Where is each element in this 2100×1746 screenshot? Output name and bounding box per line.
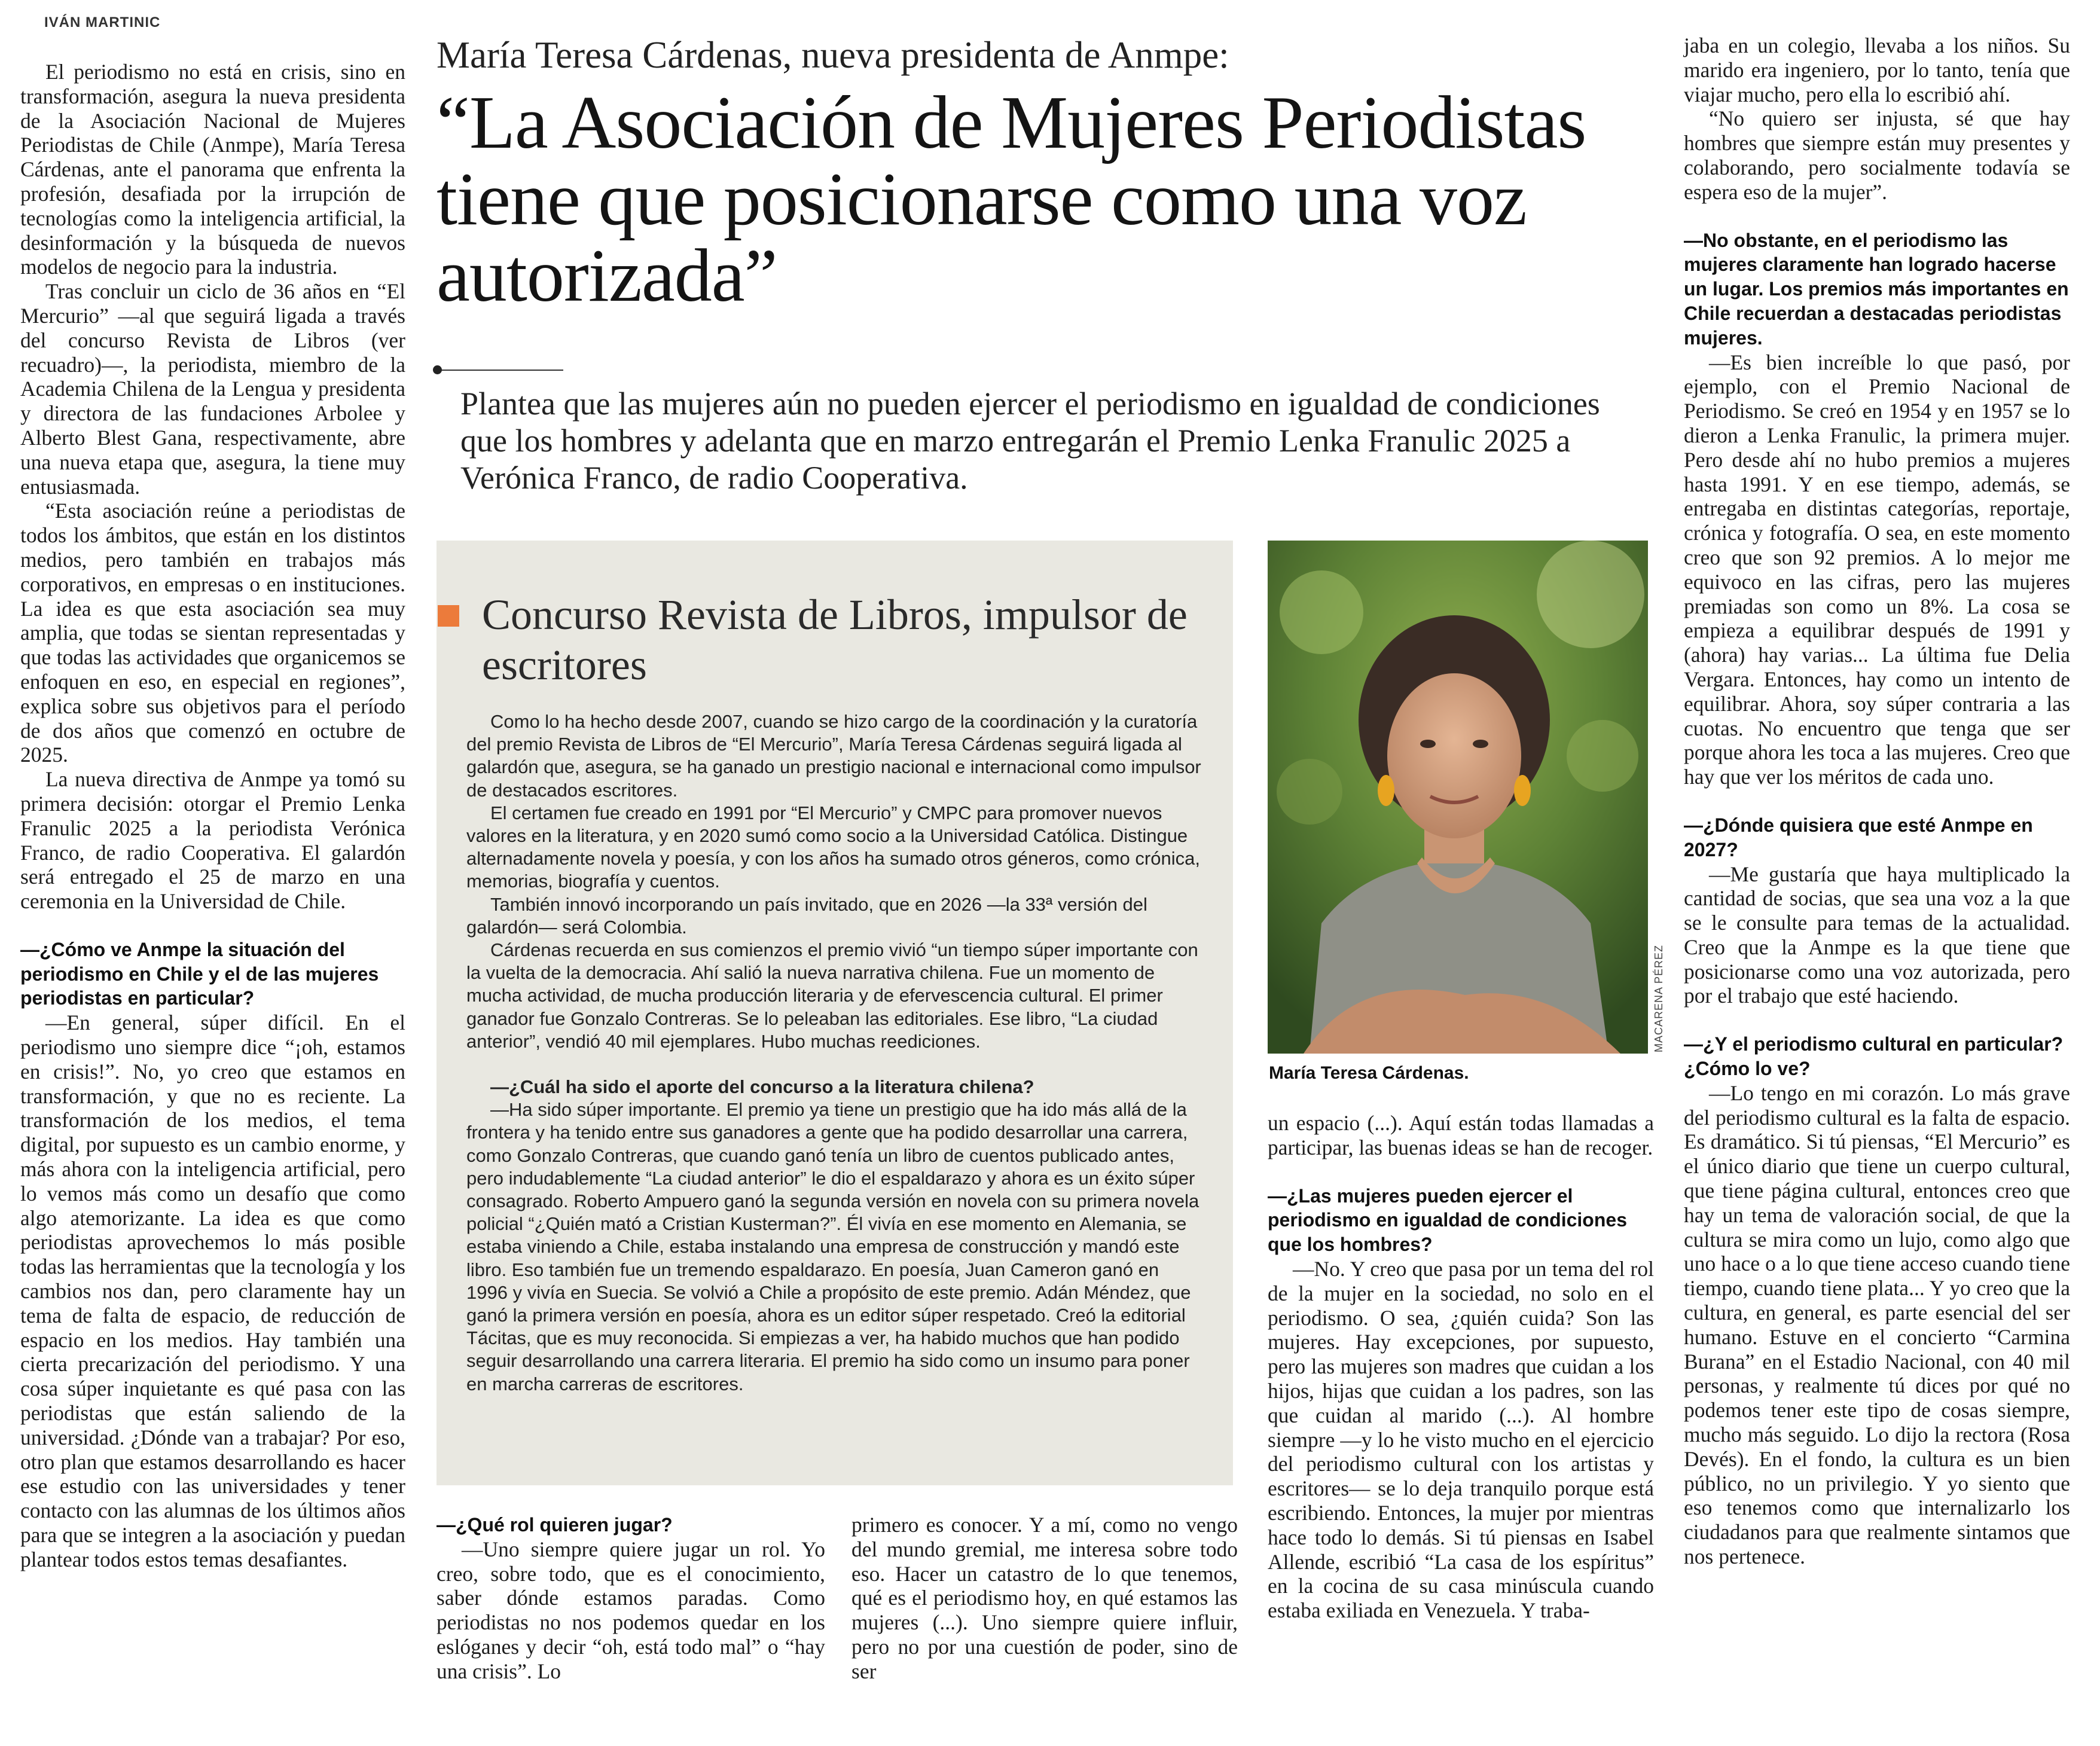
interview-answer: —En general, súper difícil. En el periodismo uno siempre dice “¡oh, estamos en crisis!”. No, yo creo que estamos en transformación, y que no es reciente. La transformación de los medios, el tema digital, por supuesto es un cambio enorme, y más ahora con la inteligencia artificial, pero lo vemos más como un desafío que como algo atemorizante. La idea es que como periodistas aprovechemos lo más posible todas las herramientas que la tecnología y los cambios nos dan, pero claramente hay un tema de falta de espacio, de reducción de espacio en los medios. Hay también una cierta precarización del periodismo. Y una cosa súper inquietante es qué pasa con las periodistas que están saliendo de la universidad. ¿Dónde van a trabajar? Por eso, otro plan que estamos desarrollando es hacer ese estudio con las universidades y tener contacto con las alumnas de los últimos años para que se integren a la asociación y puedan plantear todos estos temas desafiantes. [20,1011,405,1571]
interview-question: —¿Dónde quisiera que esté Anmpe en 2027? [1684,814,2033,860]
column-3 [851,1513,1238,1684]
headline: “La Asociación de Mujeres Periodistas tiene que posicionarse como una voz autorizada” [437,81,1586,318]
paragraph: El periodismo no está en crisis, sino en transformación, asegura la nueva presidenta de la Asociación Nacional de Mujeres Periodistas de Chile (Anmpe), María Teresa Cárdenas, ante el panorama que enfrenta la profesión, desafiada por la irrupción de tecnologías como la inteligencia artificial, la desinformación y la búsqueda de nuevos modelos de negocio para la industria. [20,60,405,279]
column-1 [20,60,405,1572]
interview-question: —¿Qué rol quieren jugar? [437,1514,673,1536]
interview-question: —No obstante, en el periodismo las mujeres claramente han logrado hacerse un lugar. Los premios más importantes en Chile recuerdan a destacadas periodistas mujeres. [1684,229,2069,349]
paragraph: jaba en un colegio, llevaba a los niños. Su marido era ingeniero, por lo tanto, tenía que viajar mucho, pero ella lo escribió ahí. [1684,33,2070,106]
photo-credit: MACARENA PÉREZ [1653,944,1665,1052]
interview-question: —¿Y el periodismo cultural en particular? ¿Cómo lo ve? [1684,1033,2064,1080]
deck: Plantea que las mujeres aún no pueden ejercer el periodismo en igualdad de condiciones que los hombres y adelanta que en marzo entregarán el Premio Lenka Franulic 2025 a Verónica Franco, de radio Cooperativa. [460,386,1600,496]
paragraph: Tras concluir un ciclo de 36 años en “El Mercurio” —al que seguirá ligada a través del concurso Revista de Libros (ver recuadro)—, la periodista, miembro de la Academia Chilena de la Lengua y presidenta y directora de las fundaciones Arbolee y Alberto Blest Gana, respectivamente, abre una nueva etapa que, asegura, la tiene muy entusiasmada. [20,279,405,499]
paragraph: “No quiero ser injusta, sé que hay hombres que siempre están muy presentes y colaborando, pero socialmente todavía se espera eso de la mujer”. [1684,106,2070,204]
interview-answer: —Me gustaría que haya multiplicado la cantidad de socias, que sea una voz a la que se le consulte para temas de la actualidad. Creo que la Anmpe es la que tiene que posicionarse como una voz autorizada, pero por el trabajo que esté haciendo. [1684,862,2070,1008]
interview-answer: —No. Y creo que pasa por un tema del rol de la mujer en la sociedad, no solo en el periodismo. O sea, ¿quién cuida? Son las mujeres. Hay excepciones, por supuesto, pero las mujeres son madres que cuidan a los hijos, hijas que cuidan a los padres, son las que cuidan al marido (...). Al hombre siempre —y lo he visto mucho en el ejercicio del periodismo cultural con los artistas y escritores— se lo deja tranquilo porque está escribiendo. Entonces, la mujer por mientras hace todo lo demás. Si tú piensas en Isabel Allende, escribió “La casa de los espíritus” en la cocina de su casa minúscula cuando estaba exiliada en Venezuela. Y traba- [1268,1256,1654,1623]
sidebar-body [466,710,1202,1396]
sidebar-title: Concurso Revista de Libros, impulsor de escritores [482,591,1188,689]
kicker: María Teresa Cárdenas, nueva presidenta de Anmpe: [437,34,1229,76]
paragraph: La nueva directiva de Anmpe ya tomó su primera decisión: otorgar el Premio Lenka Franulic 2025 a la periodista Verónica Franco, de radio Cooperativa. El galardón será entregado el 25 de marzo en una ceremonia en la Universidad de Chile. [20,767,405,914]
rule-dot [433,365,442,374]
sidebar-paragraph: Como lo ha hecho desde 2007, cuando se hizo cargo de la coordinación y la curatoría del premio Revista de Libros de “El Mercurio”, María Teresa Cárdenas seguirá ligada al galardón que, asegura, se ha ganado un prestigio nacional e internacional como impulsor de destacados escritores. [466,711,1201,801]
byline: IVÁN MARTINIC [44,14,161,30]
column-4 [1268,1111,1654,1623]
portrait-illustration [1268,541,1648,1054]
headline-rule [437,370,563,371]
paragraph: primero es conocer. Y a mí, como no vengo del mundo gremial, me interesa sobre todo eso. Hacer un catastro de lo que tenemos, qué es el periodismo hoy, en qué estamos las mujeres (...). Uno siempre quiere influir, pero no por una cuestión de poder, sino de ser [851,1513,1238,1683]
interview-question: —¿Las mujeres pueden ejercer el periodismo en igualdad de condiciones que los hombres? [1268,1185,1627,1256]
sidebar-box [437,541,1233,1485]
paragraph: “Esta asociación reúne a periodistas de todos los ámbitos, que están en los distintos medios, pero también en trabajos más corporativos, en empresas o en instituciones. La idea es que esta asociación sea muy amplia, que todas se sientan representadas y que todas las actividades que organicemos se enfoquen en eso, en especial en regiones”, explica sobre sus objetivos para el período de dos años que comenzó en octubre de 2025. [20,499,405,767]
column-2 [437,1513,825,1684]
interview-answer: —Lo tengo en mi corazón. Lo más grave del periodismo cultural es la falta de espacio. Es dramático. Si tú piensas, “El Mercurio” es el único diario que tiene un cuerpo cultural, que tiene página cultural, entonces creo que hay un tema de valoración social, de que la cultura se mira como un lujo, como algo que uno hace o a lo que tiene acceso cuando tiene tiempo, cuando tiene plata... Y yo creo que la cultura, en general, es parte esencial del ser humano. Estuve en el concierto “Carmina Burana” en el Estadio Nacional, con 40 mil personas, y realmente tú dices por qué no podemos tener este tipo de cosas siempre, mucho más seguido. Lo dijo la rectora (Rosa Devés). En el fondo, la cultura es un bien público, no un privilegio. Y yo siento que eso tenemos como que internalizarlo los ciudadanos para que realmente sintamos que nos pertenece. [1684,1080,2070,1569]
sidebar-paragraph: También innovó incorporando un país invitado, que en 2026 —la 33ª versión del galardón— será Colombia. [466,893,1147,938]
portrait-photo [1268,541,1648,1054]
interview-answer: —Uno siempre quiere jugar un rol. Yo creo, sobre todo, que es el conocimiento, saber dónde estamos paradas. Como periodistas no nos podemos quedar en los eslóganes y decir “oh, está todo mal” o “hay una crisis”. Lo [437,1537,825,1683]
sidebar-question: —¿Cuál ha sido el aporte del concurso a la literatura chilena? [490,1076,1034,1098]
interview-answer: —Es bien increíble lo que pasó, por ejemplo, con el Premio Nacional de Periodismo. Se creó en 1954 y en 1957 se lo dieron a Lenka Franulic, la primera mujer. Pero desde ahí no hubo premios a mujeres hasta 1991. Y en ese tiempo, además, se entregaba en distintas categorías, reportaje, crónica y fotografía. O sea, en este momento creo que son 92 premios. A lo mejor me equivoco en las cifras, pero las mujeres premiadas son como un 8%. La cosa se empieza a equilibrar después de 1991 y (ahora) hay varias... La última fue Delia Vergara. Entonces, hay como un intento de equilibrar. Ahora, soy súper contraria a las cuotas. No encuentro que tenga que ser porque ahora les toca a las mujeres. Creo que hay que ver los méritos de cada uno. [1684,350,2070,789]
sidebar-paragraph: El certamen fue creado en 1991 por “El Mercurio” y CMPC para promover nuevos valores en la literatura, y en 2020 sumó como socio a la Universidad Católica. Distingue alternadamente novela y poesía, y con los años ha sumado otros géneros, como crónica, memorias, biografía y cuentos. [466,802,1200,892]
sidebar-paragraph: Cárdenas recuerda en sus comienzos el premio vivió “un tiempo súper importante con la vuelta de la democracia. Ahí salió la nueva narrativa chilena. Fue un momento de mucha actividad, de mucha producción literaria y de efervescencia cultural. El primer ganador fue Gonzalo Contreras. Se lo peleaban las editoriales. Ese libro, “La ciudad anterior”, vendió 40 mil ejemplares. Hubo muchas reediciones. [466,939,1198,1052]
column-5 [1684,33,2070,1569]
photo-caption: María Teresa Cárdenas. [1269,1063,1469,1083]
section-marker-icon [438,605,459,627]
sidebar-answer: —Ha sido súper importante. El premio ya tiene un prestigio que ha ido más allá de la frontera y ha tenido entre sus ganadores a gente que ha podido desarrollar una carrera, como Gonzalo Contreras, que cuando ganó tenía un libro de cuentos publicado antes, pero indudablemente “La ciudad anterior” le dio el espaldarazo y ahora es un éxito súper consagrado. Roberto Ampuero ganó la segunda versión en novela con su primera novela policial “¿Quién mató a Cristian Kusterman?”. Él vivía en ese momento en Alemania, se estaba viniendo a Chile, estaba instalando una empresa de construcción y mandó este libro. Eso también fue un tremendo espaldarazo. En poesía, Juan Cameron ganó en 1996 y vivía en Suecia. Se volvió a Chile a propósito de este premio. Adán Méndez, que ganó la primera versión en poesía, ahora es un editor súper respetado. Creó la editorial Tácitas, que es muy reconocida. Si empiezas a ver, ha habido muchos que han podido seguir desarrollando una carrera literaria. El premio ha sido como un insumo para poner en marcha carreras de escritores. [466,1099,1199,1394]
interview-question: —¿Cómo ve Anmpe la situación del periodismo en Chile y el de las mujeres periodistas en particular? [20,938,379,1009]
paragraph: un espacio (...). Aquí están todas llamadas a participar, las buenas ideas se han de recoger. [1268,1111,1654,1159]
